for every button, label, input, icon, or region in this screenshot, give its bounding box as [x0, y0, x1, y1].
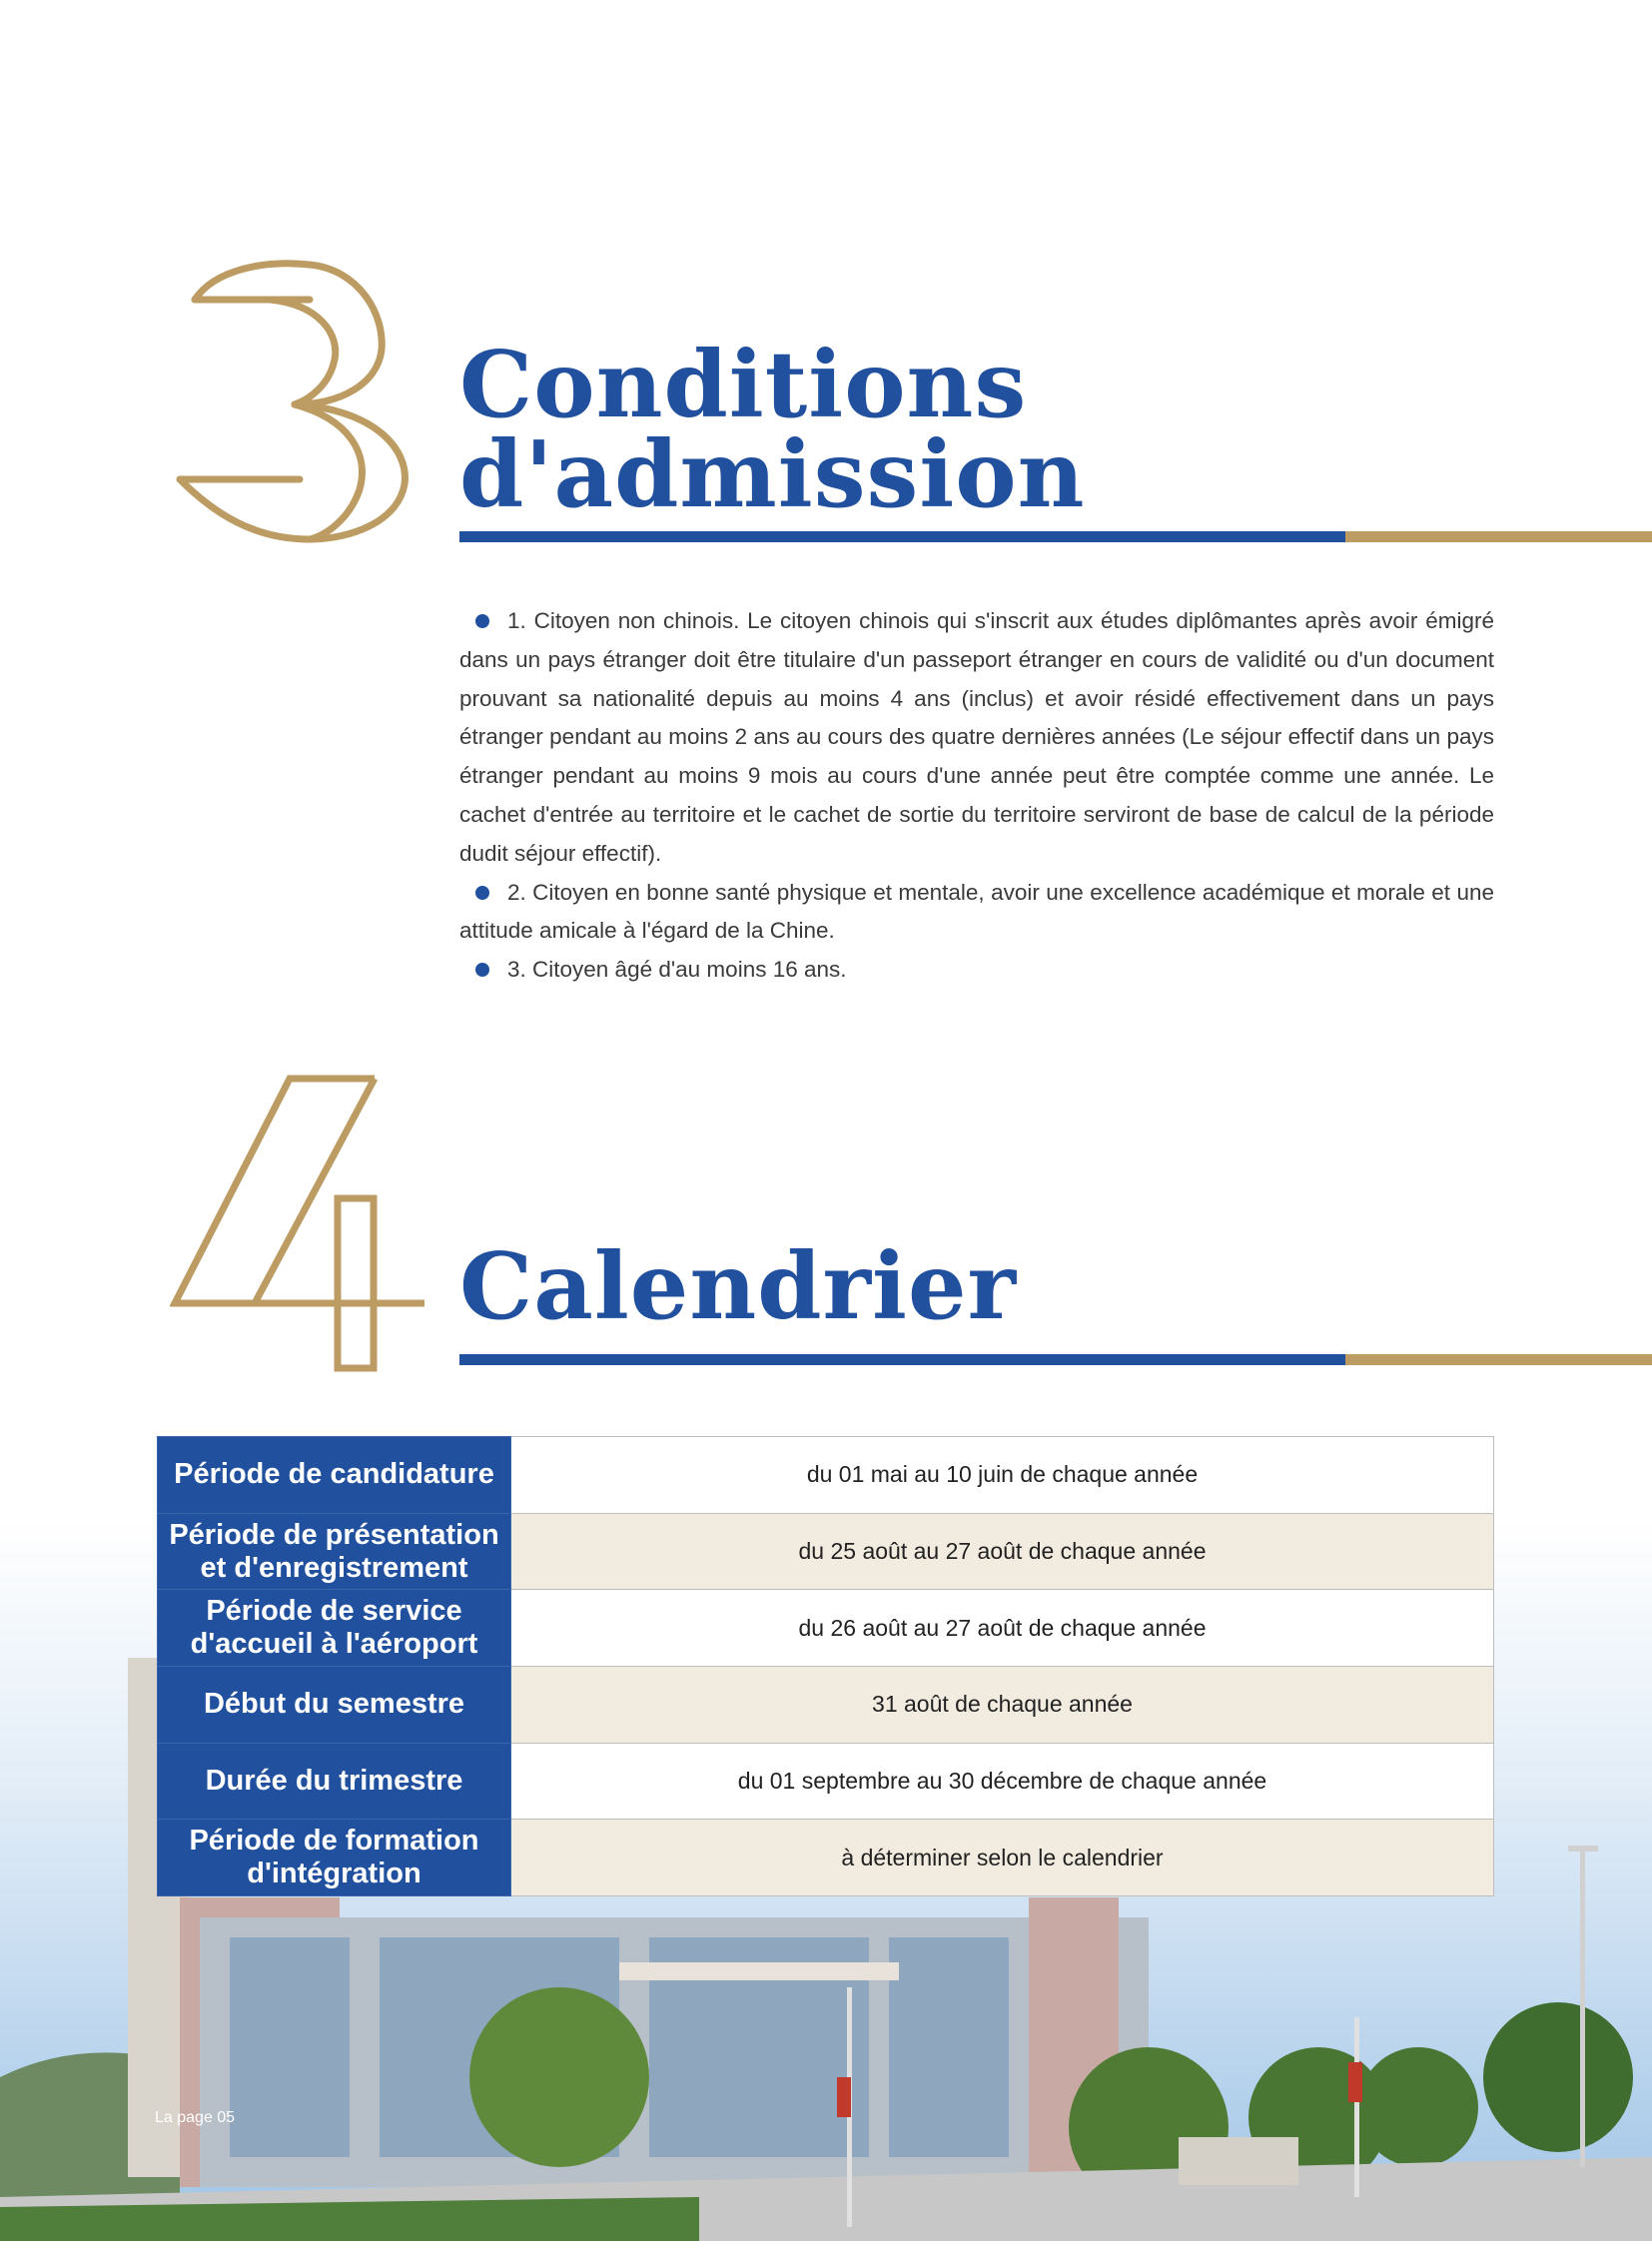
table-row	[158, 1513, 1494, 1590]
row-label: Période de service d'accueil à l'aéroport	[158, 1590, 511, 1667]
table-row	[158, 1437, 1494, 1514]
list-item: 2. Citoyen en bonne santé physique et mentale, avoir une excellence académique et morale et une attitude amicale à l'égard de la Chine.	[459, 879, 1494, 944]
admission-conditions-list	[459, 602, 1494, 990]
row-label: Durée du trimestre	[158, 1743, 511, 1820]
page-number: La page 05	[155, 2109, 236, 2126]
section-rule	[459, 1354, 1652, 1365]
section-title-conditions	[459, 331, 1086, 528]
table-row	[158, 1820, 1494, 1896]
row-value: du 26 août au 27 août de chaque année	[511, 1590, 1494, 1667]
row-label: Période de présentation et d'enregistrement	[158, 1513, 511, 1590]
bullet-icon	[475, 886, 489, 900]
title-line-1: Conditions	[459, 331, 1028, 438]
row-value: à déterminer selon le calendrier	[511, 1820, 1494, 1896]
section-number-4	[170, 1074, 429, 1373]
list-item: 3. Citoyen âgé d'au moins 16 ans.	[459, 951, 1494, 990]
table-row	[158, 1667, 1494, 1744]
calendar-table	[157, 1436, 1494, 1896]
section-title-calendar: Calendrier	[459, 1232, 1017, 1340]
title-line-2: d'admission	[459, 420, 1086, 528]
bullet-icon	[475, 614, 489, 628]
row-label: Période de formation d'intégration	[158, 1820, 511, 1896]
bullet-icon	[475, 963, 489, 977]
list-item: 1. Citoyen non chinois. Le citoyen chinois qui s'inscrit aux études diplômantes après avoir émigré dans un pays étranger doit être titulaire d'un passeport étranger en cours de validité ou d'un document prouvant sa nationalité depuis au moins 4 ans (inclus) et avoir résidé effectivement dans un pays étranger pendant au moins 2 ans au cours des quatre dernières années (Le séjour effectif dans un pays étranger pendant au moins 9 mois au cours d'une année peut être comptée comme une année. Le cachet d'entrée au territoire et le cachet de sortie du territoire serviront de base de calcul de la période dudit séjour effectif).	[459, 608, 1494, 866]
row-value: du 25 août au 27 août de chaque année	[511, 1513, 1494, 1590]
table-row	[158, 1743, 1494, 1820]
section-number-3	[170, 255, 419, 544]
section-rule	[459, 531, 1652, 542]
row-value: 31 août de chaque année	[511, 1667, 1494, 1744]
row-value: du 01 mai au 10 juin de chaque année	[511, 1437, 1494, 1514]
row-value: du 01 septembre au 30 décembre de chaque année	[511, 1743, 1494, 1820]
row-label: Période de candidature	[158, 1437, 511, 1514]
table-row	[158, 1590, 1494, 1667]
row-label: Début du semestre	[158, 1667, 511, 1744]
